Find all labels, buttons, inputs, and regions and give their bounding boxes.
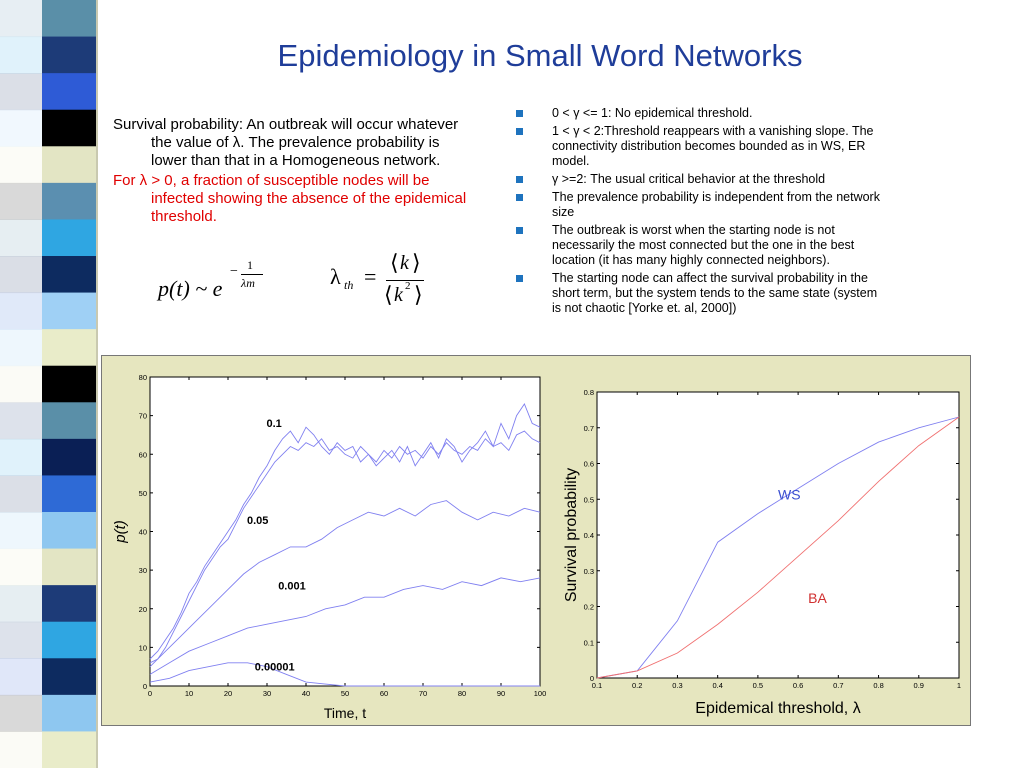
bullet-item: The prevalence probability is independent from the network size xyxy=(512,190,882,220)
stripe-block xyxy=(42,622,97,659)
plot-area xyxy=(597,392,959,678)
left-text-block xyxy=(113,116,478,226)
bullet-item: γ >=2: The usual critical behavior at the threshold xyxy=(512,172,882,187)
slide-title: Epidemiology in Small Word Networks xyxy=(277,38,803,73)
formula-threshold-numerator: k xyxy=(400,252,409,274)
stripe-block xyxy=(42,549,97,586)
y-tick-label: 0.1 xyxy=(583,638,594,648)
stripe-block xyxy=(42,695,97,732)
y-tick-label: 30 xyxy=(138,566,147,576)
y-tick-label: 0.6 xyxy=(583,459,594,469)
stripe-shade xyxy=(0,37,42,74)
formula-threshold-den-open: ⟨ xyxy=(384,282,393,307)
y-tick-label: 0.8 xyxy=(583,388,594,397)
y-tick-label: 0.3 xyxy=(583,566,594,576)
formula-exponent-bar xyxy=(241,274,263,275)
formula-threshold-equals: = xyxy=(364,264,377,289)
stripe-block xyxy=(42,329,97,366)
x-tick-label: 40 xyxy=(301,689,311,698)
stripe-shade xyxy=(0,512,42,549)
stripe-block xyxy=(42,475,97,512)
formula-threshold-denominator: k xyxy=(394,284,403,306)
formula-threshold-num-open: ⟨ xyxy=(390,250,399,275)
y-tick-label: 0 xyxy=(142,682,147,691)
y-tick-label: 0.4 xyxy=(583,531,594,540)
x-tick-label: 30 xyxy=(262,689,272,698)
x-tick-label: 80 xyxy=(457,689,467,698)
stripe-block xyxy=(42,658,97,695)
square-bullet-icon xyxy=(516,194,523,201)
survival-probability-paragraph: Survival probability: An outbreak will occur whatever the value of λ. The prevalence probability is lower than that in a Homogeneous network. xyxy=(113,116,459,169)
stripe-shade xyxy=(0,256,42,293)
stripe-block xyxy=(42,512,97,549)
stripe-shade xyxy=(0,73,42,110)
stripe-shade xyxy=(0,146,42,183)
bullet-item: The outbreak is worst when the starting node is not necessarily the most connected but the one in the best location (it has many highly connected neighbors). xyxy=(512,223,882,268)
x-tick-label: 90 xyxy=(496,689,506,698)
threshold-absence-paragraph: For λ > 0, a fraction of susceptible nodes will be infected showing the absence of the epidemical threshold. xyxy=(113,172,467,225)
square-bullet-icon xyxy=(516,110,523,117)
stripe-shade xyxy=(0,439,42,476)
stripe-block xyxy=(42,256,97,293)
formula-exponent-denominator: λm xyxy=(241,276,255,290)
y-tick-label: 0 xyxy=(589,674,594,683)
x-tick-label: 1 xyxy=(956,681,962,690)
formula-threshold-den-close: ⟩ xyxy=(414,282,423,307)
y-tick-label: 60 xyxy=(138,450,147,460)
y-tick-label: 0.5 xyxy=(583,495,594,505)
formula-threshold-lambda: λ xyxy=(330,264,341,289)
formula-threshold xyxy=(330,250,430,310)
x-tick-label: 50 xyxy=(340,689,350,698)
series-annotation: 0.1 xyxy=(266,418,282,431)
series-label-ba: BA xyxy=(808,589,827,606)
stripe-block xyxy=(42,439,97,476)
stripe-shade xyxy=(0,658,42,695)
stripe-block xyxy=(42,110,97,147)
square-bullet-icon xyxy=(516,128,523,135)
decorative-stripe-bar xyxy=(0,0,110,768)
stripe-block xyxy=(42,146,97,183)
x-tick-label: 100 xyxy=(533,689,547,698)
square-bullet-icon xyxy=(516,275,523,282)
x-tick-label: 60 xyxy=(379,689,389,698)
x-tick-label: 20 xyxy=(223,689,233,698)
stripe-block xyxy=(42,219,97,256)
stripe-shade xyxy=(0,475,42,512)
x-tick-label: 0.5 xyxy=(752,681,764,690)
x-tick-label: 0.7 xyxy=(833,681,844,690)
bullet-list xyxy=(512,106,882,319)
stripe-shade xyxy=(0,293,42,330)
x-tick-label: 0.4 xyxy=(712,681,723,690)
formula-prevalence xyxy=(158,258,268,308)
formula-threshold-num-close: ⟩ xyxy=(412,250,421,275)
stripe-block xyxy=(42,366,97,403)
bullet-item: 1 < γ < 2:Threshold reappears with a vanishing slope. The connectivity distribution becomes bounded as in WS, ER model. xyxy=(512,124,882,169)
stripe-shade xyxy=(0,622,42,659)
x-tick-label: 0.6 xyxy=(792,681,804,690)
formula-exponent-sign: − xyxy=(230,264,238,279)
stripe-shade xyxy=(0,366,42,403)
stripe-shade xyxy=(0,329,42,366)
stripe-block xyxy=(42,585,97,622)
y-axis-label: p(t) xyxy=(112,520,129,543)
x-axis-label: Time, t xyxy=(323,705,367,721)
stripe-shade xyxy=(0,731,42,768)
x-tick-label: 70 xyxy=(418,689,428,698)
stripe-block xyxy=(42,73,97,110)
formula-threshold-den-sup: 2 xyxy=(405,280,411,292)
stripe-shade xyxy=(0,0,42,37)
charts-svg xyxy=(102,356,970,725)
stripe-shade xyxy=(0,183,42,220)
series-annotation: 0.05 xyxy=(247,514,269,527)
y-axis-label: Survival probability xyxy=(563,467,580,603)
stripe-shade xyxy=(0,402,42,439)
formula-prevalence-lhs: p(t) ~ e xyxy=(158,276,223,301)
x-tick-label: 0 xyxy=(147,689,153,698)
formula-threshold-subscript: th xyxy=(344,278,354,292)
stripe-shade xyxy=(0,219,42,256)
x-tick-label: 0.2 xyxy=(632,681,643,690)
x-tick-label: 0.3 xyxy=(672,681,683,690)
x-tick-label: 0.1 xyxy=(591,681,603,690)
x-tick-label: 10 xyxy=(184,689,194,698)
figure-panel xyxy=(101,355,971,726)
y-tick-label: 70 xyxy=(138,411,147,421)
y-tick-label: 0.7 xyxy=(583,423,594,433)
bullet-item: The starting node can affect the survival probability in the short term, but the system tends to the same state (system is not chaotic [Yorke et. al, 2000]) xyxy=(512,271,882,316)
series-annotation: 0.001 xyxy=(278,580,306,593)
y-tick-label: 20 xyxy=(138,604,147,614)
stripe-block xyxy=(42,731,97,768)
stripe-block xyxy=(42,293,97,330)
square-bullet-icon xyxy=(516,227,523,234)
series-annotation: 0.00001 xyxy=(254,661,295,674)
square-bullet-icon xyxy=(516,176,523,183)
stripe-shade xyxy=(0,110,42,147)
y-tick-label: 10 xyxy=(138,643,147,653)
stripe-block xyxy=(42,37,97,74)
y-tick-label: 0.2 xyxy=(583,602,594,612)
x-axis-label: Epidemical threshold, λ xyxy=(695,700,861,717)
x-tick-label: 0.9 xyxy=(913,681,924,690)
stripe-shade xyxy=(0,549,42,586)
plot-area xyxy=(150,377,540,686)
chart-prevalence-vs-time xyxy=(112,373,546,721)
stripe-shade xyxy=(0,695,42,732)
stripe-shade xyxy=(0,585,42,622)
stripe-block xyxy=(42,0,97,37)
formula-exponent-numerator: 1 xyxy=(247,258,253,272)
series-label-ws: WS xyxy=(778,486,801,503)
x-tick-label: 0.8 xyxy=(873,681,884,690)
y-tick-label: 50 xyxy=(138,488,147,498)
stripe-block xyxy=(42,402,97,439)
stripe-block xyxy=(42,183,97,220)
y-tick-label: 40 xyxy=(138,527,147,537)
y-tick-label: 80 xyxy=(138,373,147,382)
bullet-item: 0 < γ <= 1: No epidemical threshold. xyxy=(512,106,882,121)
chart-survival-vs-threshold xyxy=(563,388,961,717)
